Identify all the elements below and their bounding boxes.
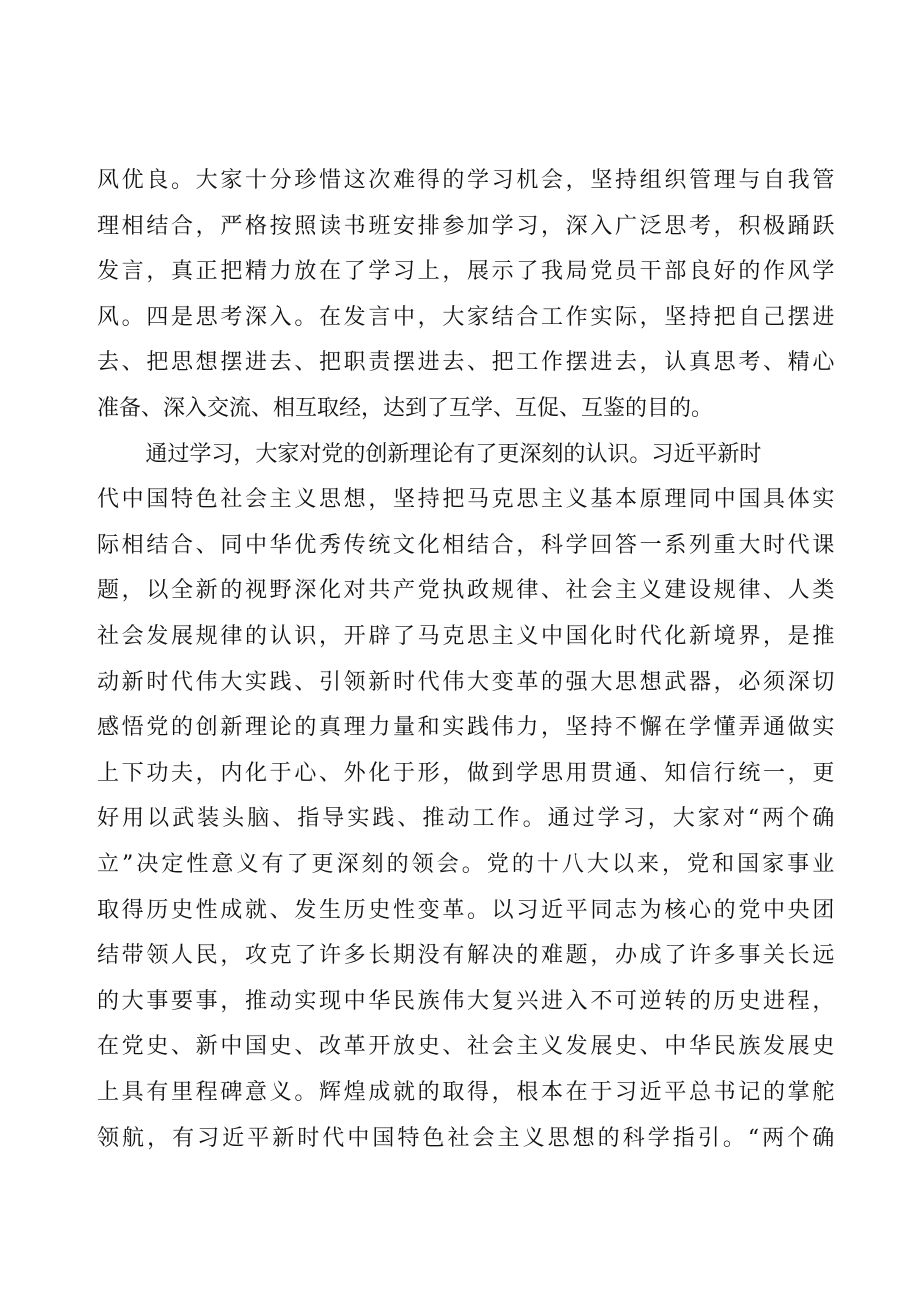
text-line: 题，以全新的视野深化对共产党执政规律、社会主义建设规律、人类 bbox=[97, 578, 838, 604]
text-line: 发言，真正把精力放在了学习上，展示了我局党员干部良好的作风学 bbox=[97, 259, 838, 285]
text-line: 风优良。大家十分珍惜这次难得的学习机会，坚持组织管理与自我管 bbox=[97, 168, 838, 193]
text-line: 立”决定性意义有了更深刻的领会。党的十八大以来，党和国家事业 bbox=[97, 852, 838, 877]
text-line: 动新时代伟大实践、引领新时代伟大变革的强大思想武器，必须深切 bbox=[97, 669, 838, 695]
text-line: 取得历史性成就、发生历史性变革。以习近平同志为核心的党中央团 bbox=[97, 897, 838, 923]
text-line: 风。四是思考深入。在发言中，大家结合工作实际，坚持把自己摆进 bbox=[97, 304, 838, 330]
text-line: 上具有里程碑意义。辉煌成就的取得，根本在于习近平总书记的掌舵 bbox=[97, 1080, 838, 1105]
text-line: 结带领人民，攻克了许多长期没有解决的难题，办成了许多事关长远 bbox=[97, 943, 838, 969]
text-line: 去、把思想摆进去、把职责摆进去、把工作摆进去，认真思考、精心 bbox=[97, 350, 838, 376]
text-line: 在党史、新中国史、改革开放史、社会主义发展史、中华民族发展史 bbox=[97, 1034, 838, 1060]
text-line: 理相结合，严格按照读书班安排参加学习，深入广泛思考，积极踊跃 bbox=[97, 213, 838, 239]
text-line: 社会发展规律的认识，开辟了马克思主义中国化时代化新境界，是推 bbox=[97, 624, 838, 649]
text-line: 的大事要事，推动实现中华民族伟大复兴进入不可逆转的历史进程， bbox=[97, 988, 838, 1014]
paragraph-first-line: 通过学习，大家对党的创新理论有了更深刻的认识。习近平新时 bbox=[145, 441, 762, 467]
text-line: 好用以武装头脑、指导实践、推动工作。通过学习，大家对“两个确 bbox=[97, 806, 838, 832]
text-line: 代中国特色社会主义思想，坚持把马克思主义基本原理同中国具体实 bbox=[97, 487, 838, 513]
text-line: 际相结合、同中华优秀传统文化相结合，科学回答一系列重大时代课 bbox=[97, 532, 838, 558]
text-line: 上下功夫，内化于心、外化于形，做到学思用贯通、知信行统一，更 bbox=[97, 760, 838, 786]
text-line: 领航，有习近平新时代中国特色社会主义思想的科学指引。“两个确 bbox=[97, 1125, 838, 1151]
text-line: 准备、深入交流、相互取经，达到了互学、互促、互鉴的目的。 bbox=[97, 396, 714, 421]
text-line: 感悟党的创新理论的真理力量和实践伟力，坚持不懈在学懂弄通做实 bbox=[97, 715, 838, 741]
